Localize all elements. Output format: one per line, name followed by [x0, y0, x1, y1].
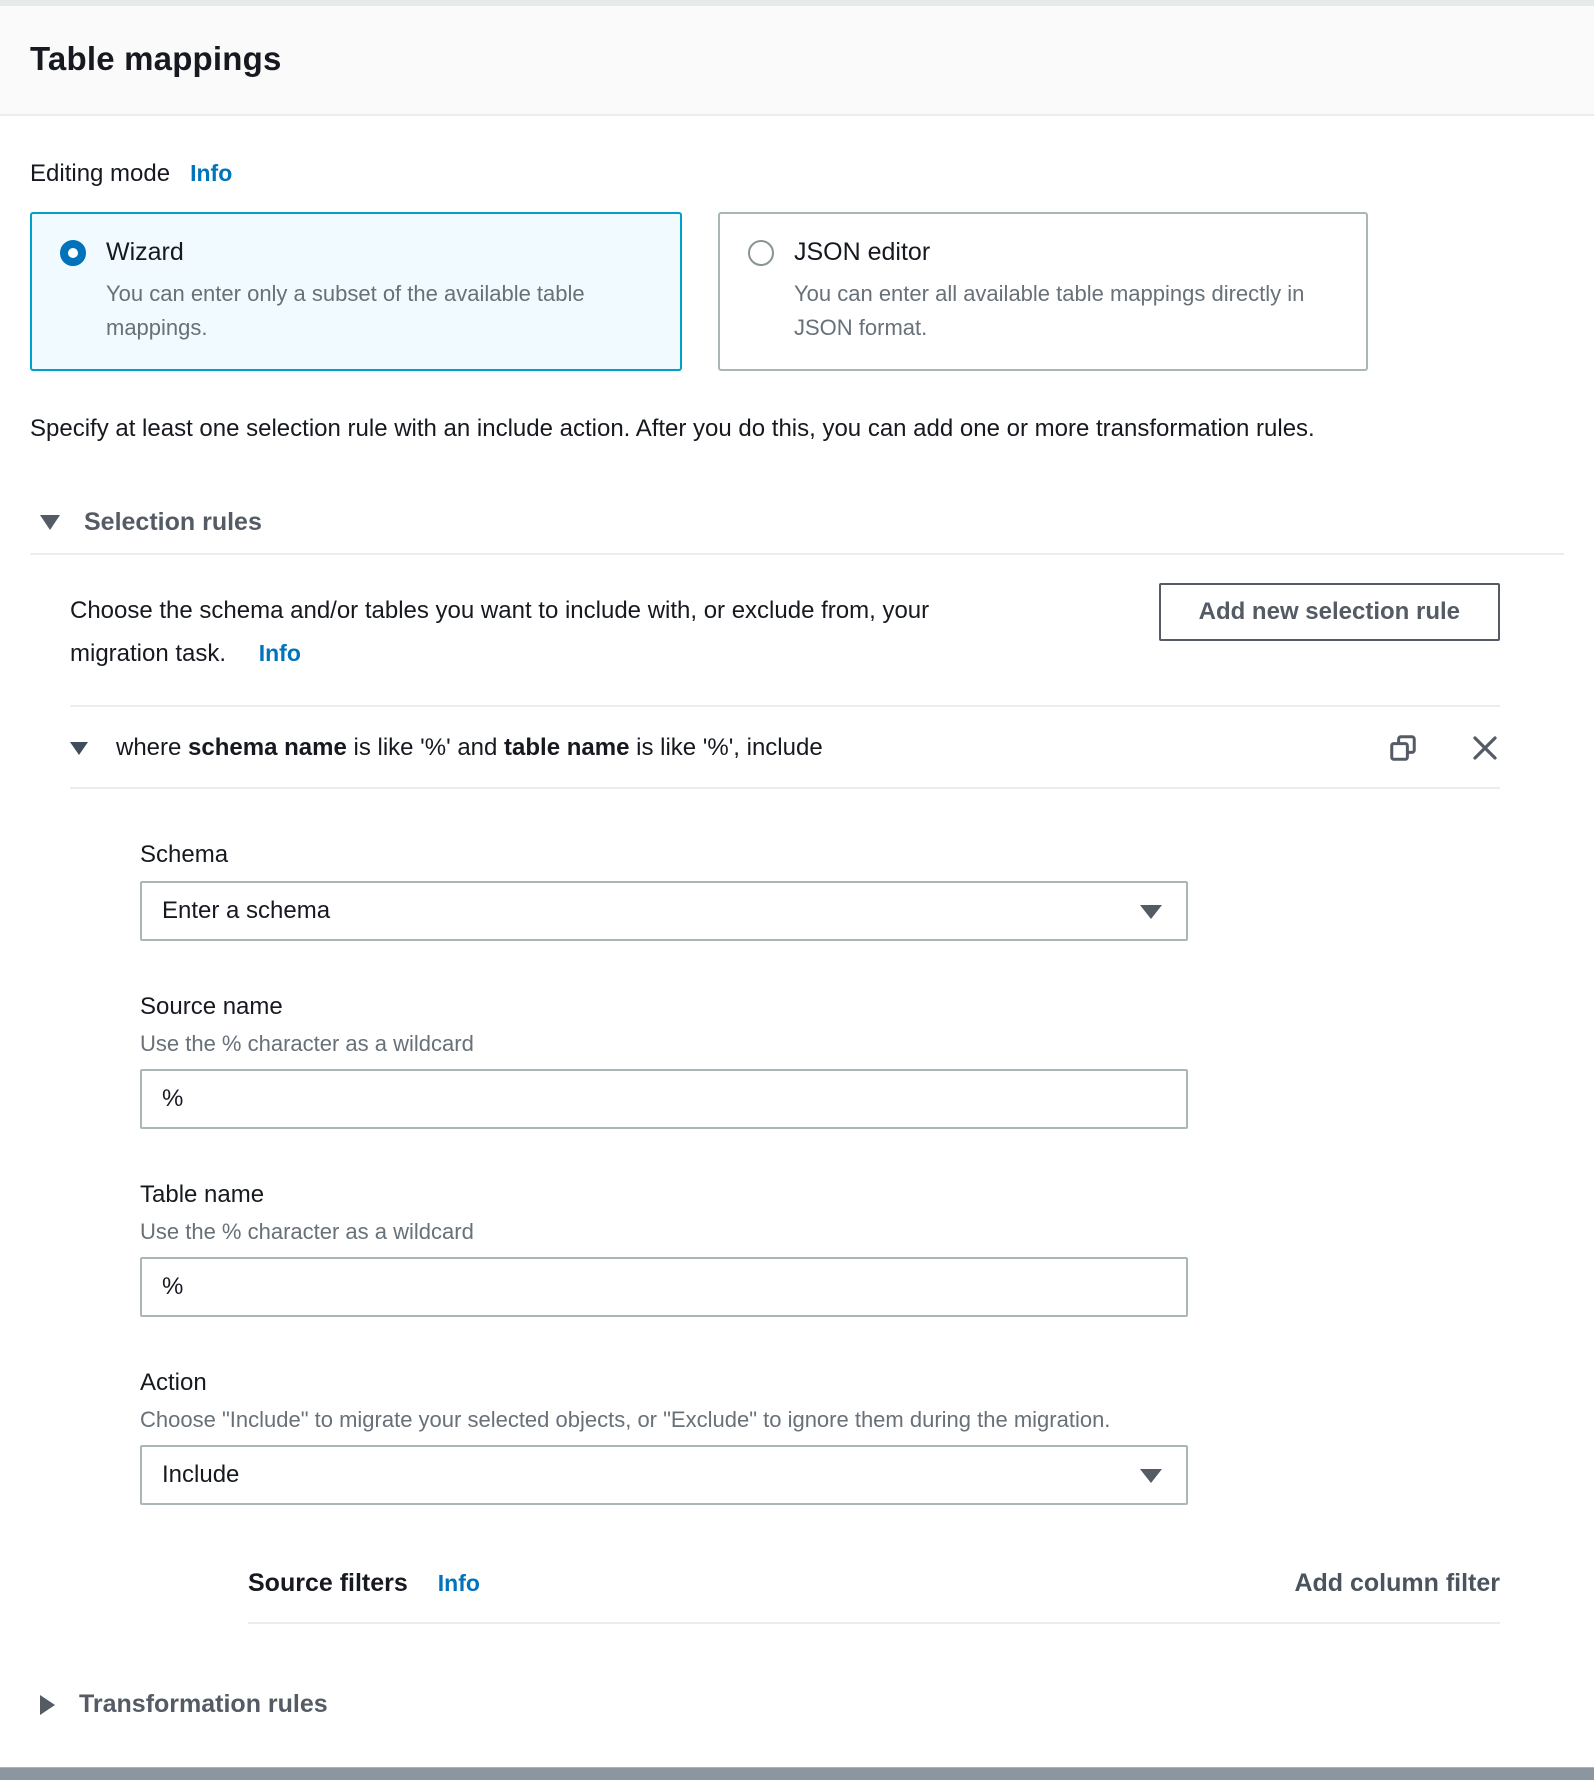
- editing-mode-info-link[interactable]: Info: [190, 160, 233, 186]
- selection-rule-actions: [1388, 733, 1500, 763]
- editing-mode-row: [30, 160, 1564, 188]
- close-icon: [1470, 733, 1500, 763]
- wizard-option-card[interactable]: [30, 212, 682, 371]
- chevron-down-icon: [1140, 1469, 1162, 1483]
- source-name-input[interactable]: [140, 1069, 1188, 1129]
- selection-rules-description-text: Choose the schema and/or tables you want to include with, or exclude from, your migration task.: [70, 597, 930, 667]
- transformation-rules-expander[interactable]: [30, 1690, 1564, 1719]
- schema-label: Schema: [140, 841, 229, 868]
- selection-rules-intro: [70, 589, 1500, 675]
- remove-rule-button[interactable]: [1470, 733, 1500, 763]
- json-editor-radio[interactable]: [748, 240, 774, 266]
- json-editor-option-head: [748, 238, 1338, 267]
- table-name-field: [140, 1181, 1188, 1317]
- duplicate-rule-button[interactable]: [1388, 733, 1418, 763]
- panel-content: [0, 160, 1594, 1719]
- wizard-radio[interactable]: [60, 240, 86, 266]
- action-field: [140, 1369, 1188, 1505]
- chevron-right-icon: [40, 1695, 55, 1715]
- selection-rules-description: [70, 589, 978, 675]
- panel-header: [0, 6, 1594, 116]
- page-title: Table mappings: [30, 40, 282, 77]
- editing-mode-label: Editing mode: [30, 160, 171, 187]
- editing-mode-options: [30, 212, 1564, 371]
- divider: [30, 553, 1564, 555]
- source-filters-info-link[interactable]: Info: [437, 1570, 480, 1596]
- chevron-down-icon[interactable]: [70, 742, 88, 755]
- source-name-field: [140, 993, 1188, 1129]
- selection-rules-expander[interactable]: [30, 508, 1564, 537]
- rule-summary-table: table name: [504, 734, 630, 761]
- instructions-text: Specify at least one selection rule with an include action. After you do this, you can add one or more transformation rules.: [30, 415, 1315, 442]
- json-editor-option-description: You can enter all available table mappings directly in JSON format.: [794, 281, 1305, 340]
- source-name-description: Use the % character as a wildcard: [140, 1031, 474, 1056]
- schema-field: [140, 841, 1188, 941]
- wizard-option-label: Wizard: [106, 238, 184, 266]
- source-filters-title: Source filters: [248, 1569, 408, 1597]
- selection-rules-info-link[interactable]: Info: [258, 640, 301, 666]
- table-name-input[interactable]: [140, 1257, 1188, 1317]
- selection-rule-form: [140, 841, 1188, 1505]
- schema-select[interactable]: [140, 881, 1188, 941]
- selection-rule-header: [70, 707, 1500, 787]
- schema-select-value: Enter a schema: [162, 897, 331, 924]
- selection-rules-title: Selection rules: [84, 508, 262, 536]
- json-editor-option-card[interactable]: [718, 212, 1368, 371]
- source-filters-row: [248, 1569, 1500, 1598]
- wizard-option-description: You can enter only a subset of the available table mappings.: [106, 281, 585, 340]
- rule-summary-mid1: is like '%' and: [346, 734, 505, 761]
- rule-summary-mid2: is like '%', include: [629, 734, 823, 761]
- divider: [70, 787, 1500, 789]
- bottom-bar: [0, 1767, 1594, 1780]
- wizard-option-head: [60, 238, 652, 267]
- divider: [248, 1622, 1500, 1624]
- action-description: Choose "Include" to migrate your selected objects, or "Exclude" to ignore them during the migration.: [140, 1407, 1111, 1432]
- transformation-rules-title: Transformation rules: [79, 1690, 328, 1718]
- source-name-label: Source name: [140, 993, 283, 1020]
- add-new-selection-rule-button[interactable]: Add new selection rule: [1159, 583, 1500, 641]
- selection-rule-summary: [116, 734, 1388, 762]
- chevron-down-icon: [1140, 905, 1162, 919]
- action-select-value: Include: [162, 1461, 240, 1488]
- action-label: Action: [140, 1369, 207, 1396]
- table-name-description: Use the % character as a wildcard: [140, 1219, 474, 1244]
- add-column-filter-button[interactable]: Add column filter: [1294, 1569, 1500, 1597]
- json-editor-option-label: JSON editor: [794, 238, 931, 266]
- copy-icon: [1388, 733, 1418, 763]
- table-name-label: Table name: [140, 1181, 265, 1208]
- action-select[interactable]: [140, 1445, 1188, 1505]
- chevron-down-icon: [40, 515, 60, 530]
- rule-summary-prefix: where: [116, 734, 189, 761]
- rule-summary-schema: schema name: [188, 734, 347, 761]
